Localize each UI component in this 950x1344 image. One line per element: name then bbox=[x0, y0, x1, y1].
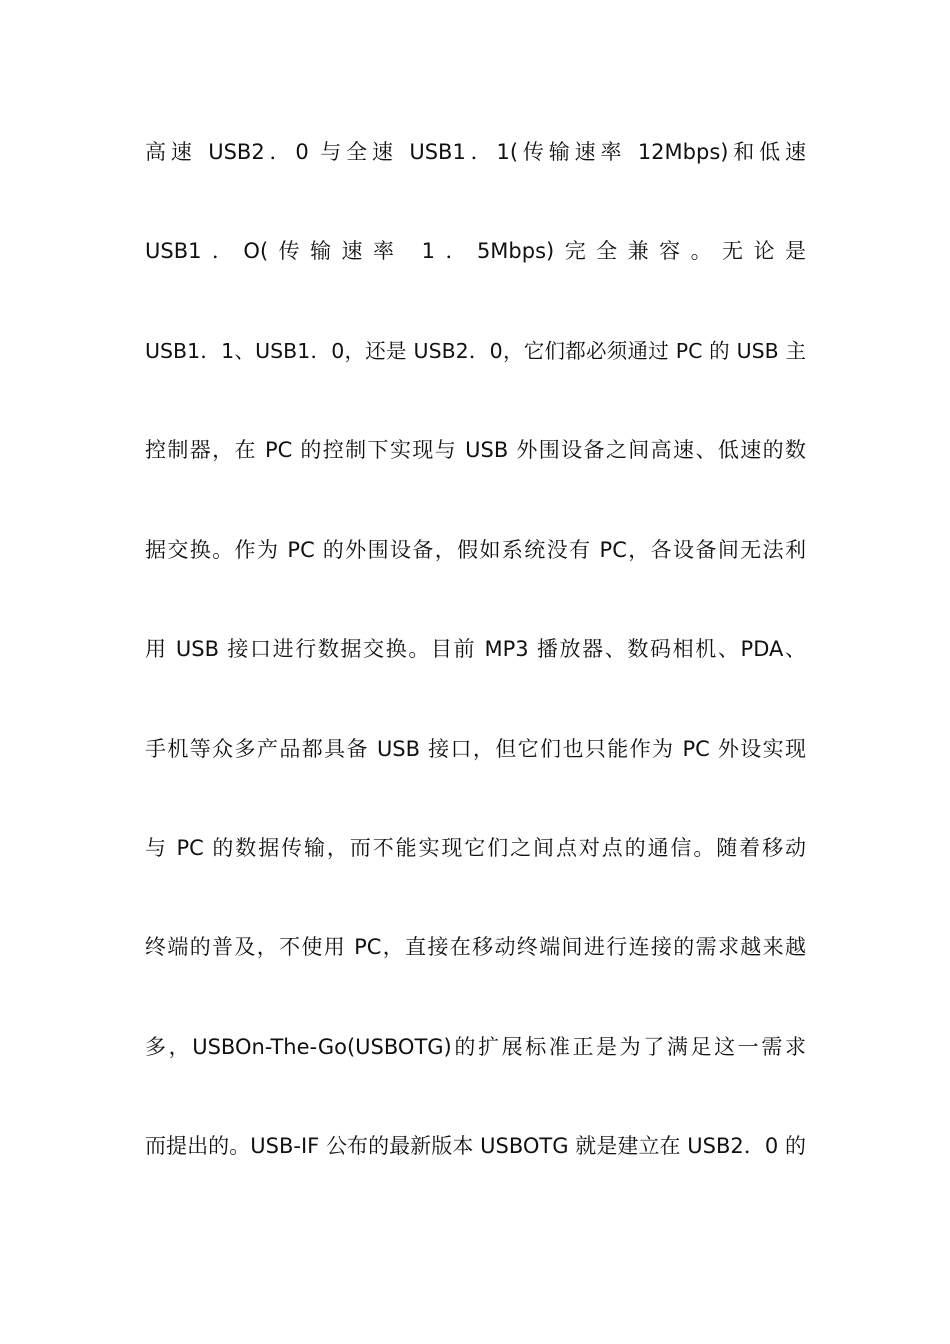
text-line-1: 高速 USB2．0 与全速 USB1．1(传输速率 12Mbps)和低速 bbox=[145, 140, 806, 164]
text-line-7: 手机等众多产品都具备 USB 接口，但它们也只能作为 PC 外设实现 bbox=[145, 737, 806, 761]
text-line-8: 与 PC 的数据传输，而不能实现它们之间点对点的通信。随着移动 bbox=[145, 836, 806, 860]
text-line-4: 控制器，在 PC 的控制下实现与 USB 外围设备之间高速、低速的数 bbox=[145, 438, 806, 462]
text-line-11: 而提出的。USB-IF 公布的最新版本 USBOTG 就是建立在 USB2．0 的 bbox=[145, 1134, 806, 1158]
text-line-9: 终端的普及，不使用 PC，直接在移动终端间进行连接的需求越来越 bbox=[145, 935, 806, 959]
text-line-5: 据交换。作为 PC 的外围设备，假如系统没有 PC，各设备间无法利 bbox=[145, 538, 806, 562]
text-line-3: USB1．1、USB1．0，还是 USB2．0，它们都必须通过 PC 的 USB 主 bbox=[145, 339, 806, 363]
text-line-6: 用 USB 接口进行数据交换。目前 MP3 播放器、数码相机、PDA、 bbox=[145, 637, 806, 661]
text-line-10: 多，USBOn-The-Go(USBOTG)的扩展标准正是为了满足这一需求 bbox=[145, 1035, 806, 1059]
text-line-2: USB1．O(传输速率 1．5Mbps)完全兼容。无论是 bbox=[145, 239, 806, 263]
